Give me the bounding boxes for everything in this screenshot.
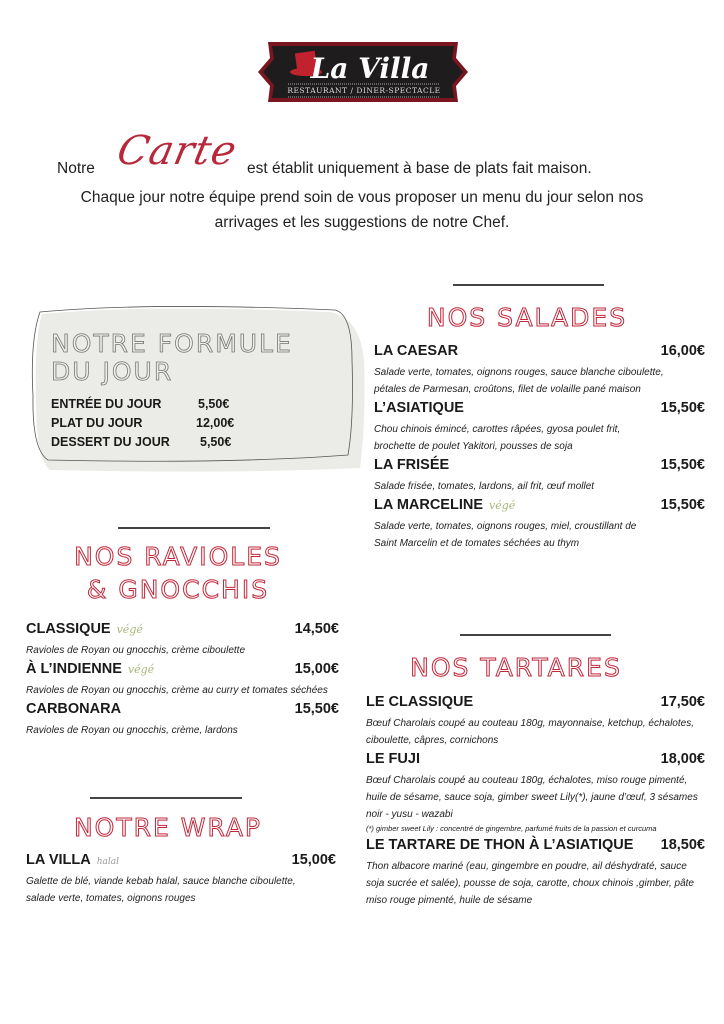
menu-item bbox=[374, 455, 705, 495]
vege-badge-icon: végé bbox=[127, 663, 155, 676]
divider bbox=[460, 634, 611, 636]
section-wrap bbox=[26, 850, 336, 907]
section-subtitle-ravioles: & GNOCCHIS bbox=[86, 575, 270, 604]
intro-notre: Notre bbox=[57, 160, 95, 177]
menu-item-name: CARBONARA bbox=[26, 701, 122, 717]
menu-item-price: 18,00€ bbox=[660, 751, 705, 767]
menu-item-header bbox=[374, 341, 705, 362]
menu-item-price: 17,50€ bbox=[660, 694, 705, 710]
menu-item-name: LA CAESAR bbox=[374, 343, 459, 359]
divider bbox=[118, 527, 270, 529]
formule-item bbox=[51, 435, 232, 449]
vege-badge-icon: végé bbox=[116, 623, 143, 636]
menu-item-description: salade verte, tomates, oignons rouges bbox=[26, 893, 196, 904]
menu-item-header bbox=[26, 619, 339, 640]
menu-item-description: Bœuf Charolais coupé au couteau 180g, échalotes, miso rouge pimenté, bbox=[366, 775, 688, 786]
menu-item-description: Galette de blé, viande kebab halal, sauce blanche ciboulette, bbox=[26, 876, 296, 887]
formule-item-price: 5,50€ bbox=[200, 435, 232, 449]
section-tartares bbox=[366, 692, 705, 909]
intro-line3: arrivages et les suggestions de notre Chef. bbox=[214, 214, 510, 231]
menu-item bbox=[26, 699, 339, 739]
menu-item-description: soja sucrée et salée), pousse de soja, carotte, choux chinois ,gimber, pâte bbox=[366, 878, 694, 889]
menu-item-description: Salade verte, tomates, oignons rouges, miel, croustillant de bbox=[374, 521, 637, 532]
menu-item-description: miso rouge pimenté, huile de sésame bbox=[366, 895, 533, 906]
halal-badge-icon: halal bbox=[96, 857, 120, 867]
formule-item-name: ENTRÉE DU JOUR bbox=[51, 397, 162, 411]
menu-item-name: LA FRISÉE bbox=[374, 457, 450, 473]
section-title-ravioles: NOS RAVIOLES bbox=[74, 542, 282, 571]
menu-item-header bbox=[366, 749, 705, 770]
menu-item-header bbox=[26, 699, 339, 720]
menu-item-header bbox=[366, 835, 705, 856]
menu-item-name: L’ASIATIQUE bbox=[374, 400, 464, 416]
formule-item-price: 5,50€ bbox=[198, 397, 230, 411]
menu-item-description: ciboulette, câpres, cornichons bbox=[366, 735, 499, 746]
menu-item-description: Salade verte, tomates, oignons rouges, sauce blanche ciboulette, bbox=[374, 367, 664, 378]
divider bbox=[453, 284, 604, 286]
menu-item-name: LE TARTARE DE THON À L’ASIATIQUE bbox=[366, 837, 634, 853]
menu-item-price: 14,50€ bbox=[294, 621, 339, 637]
menu-item-description: Chou chinois émincé, carottes râpées, gyosa poulet frit, bbox=[374, 424, 621, 435]
menu-item-price: 15,50€ bbox=[660, 400, 705, 416]
menu-item bbox=[366, 749, 705, 835]
menu-item-footnote: (*) gimber sweet Lily : concentré de gingembre, parfumé fruits de la passion et curcuma bbox=[366, 824, 657, 833]
logo-name: La Villa bbox=[310, 52, 430, 85]
intro-line2: Chaque jour notre équipe prend soin de vous proposer un menu du jour selon nos bbox=[80, 189, 644, 206]
menu-item-description: Thon albacore mariné (eau, gingembre en poudre, ail déshydraté, sauce bbox=[366, 861, 687, 872]
menu-item-price: 15,50€ bbox=[660, 457, 705, 473]
menu-item-description: Salade frisée, tomates, lardons, ail frit, œuf mollet bbox=[374, 481, 595, 492]
menu-item-description: Ravioles de Royan ou gnocchis, crème ciboulette bbox=[26, 645, 246, 656]
section-title-salades: NOS SALADES bbox=[426, 303, 628, 332]
menu-item bbox=[366, 692, 705, 749]
menu-item-description: noir - yusu - wazabi bbox=[366, 809, 453, 820]
menu-item-header bbox=[374, 398, 705, 419]
menu-item-price: 15,00€ bbox=[291, 852, 336, 868]
formule-title bbox=[51, 330, 293, 386]
menu-item-description: pétales de Parmesan, croûtons, filet de volaille pané maison bbox=[374, 384, 641, 395]
menu-item bbox=[374, 398, 705, 455]
intro-carte-script: Carte bbox=[113, 128, 242, 174]
menu-item-price: 15,00€ bbox=[294, 661, 339, 677]
menu-item-header bbox=[374, 495, 705, 516]
section-title-tartares: NOS TARTARES bbox=[410, 653, 622, 682]
menu-item-price: 15,50€ bbox=[294, 701, 339, 717]
formule-item-name: PLAT DU JOUR bbox=[51, 416, 143, 430]
menu-item-name: LE CLASSIQUE bbox=[366, 694, 474, 710]
menu-item-description: huile de sésame, sauce soja, gimber sweet Lily(*), jaune d’œuf, 3 sésames bbox=[366, 792, 698, 803]
menu-item bbox=[26, 850, 336, 907]
menu-item-description: Bœuf Charolais coupé au couteau 180g, mayonnaise, ketchup, échalotes, bbox=[366, 718, 694, 729]
section-salades bbox=[374, 341, 705, 552]
menu-item-header bbox=[26, 850, 336, 871]
intro-line1: est établit uniquement à base de plats fait maison. bbox=[247, 160, 592, 177]
formule-du-jour-box bbox=[30, 300, 365, 472]
menu-item-description: brochette de poulet Yakitori, pousses de soja bbox=[374, 441, 573, 452]
menu-item-description: Saint Marcelin et de tomates séchées au thym bbox=[374, 538, 580, 549]
menu-item-name: LA VILLA bbox=[26, 852, 91, 868]
menu-item-name: À L’INDIENNE bbox=[26, 661, 122, 677]
vege-badge-icon: végé bbox=[489, 499, 516, 512]
logo-badge bbox=[258, 38, 468, 106]
menu-item-header bbox=[366, 692, 705, 713]
menu-item-price: 16,00€ bbox=[660, 343, 705, 359]
formule-title-line1: NOTRE FORMULE bbox=[51, 329, 293, 358]
menu-item-description: Ravioles de Royan ou gnocchis, crème au curry et tomates séchées bbox=[26, 685, 328, 696]
formule-item bbox=[51, 416, 235, 430]
menu-item-header bbox=[374, 455, 705, 476]
restaurant-logo bbox=[258, 38, 468, 106]
menu-item-name: LA MARCELINE bbox=[374, 497, 484, 513]
menu-item-name: CLASSIQUE bbox=[26, 621, 111, 637]
formule-title-line2: DU JOUR bbox=[51, 357, 174, 386]
menu-item-header bbox=[26, 659, 339, 680]
menu-item-price: 18,50€ bbox=[660, 837, 705, 853]
section-title-wrap: NOTRE WRAP bbox=[73, 813, 263, 842]
logo-tagline: RESTAURANT / DINER-SPECTACLE bbox=[287, 86, 441, 95]
formule-item-price: 12,00€ bbox=[196, 416, 235, 430]
menu-item-price: 15,50€ bbox=[660, 497, 705, 513]
formule-item-name: DESSERT DU JOUR bbox=[51, 435, 170, 449]
menu-item-name: LE FUJI bbox=[366, 751, 420, 767]
menu-item bbox=[366, 835, 705, 909]
menu-item bbox=[374, 341, 705, 398]
menu-item bbox=[26, 659, 339, 699]
menu-item-description: Ravioles de Royan ou gnocchis, crème, lardons bbox=[26, 725, 238, 736]
divider bbox=[90, 797, 242, 799]
menu-item bbox=[374, 495, 705, 552]
formule-item bbox=[51, 397, 230, 411]
menu-item bbox=[26, 619, 339, 659]
section-ravioles bbox=[26, 619, 339, 739]
